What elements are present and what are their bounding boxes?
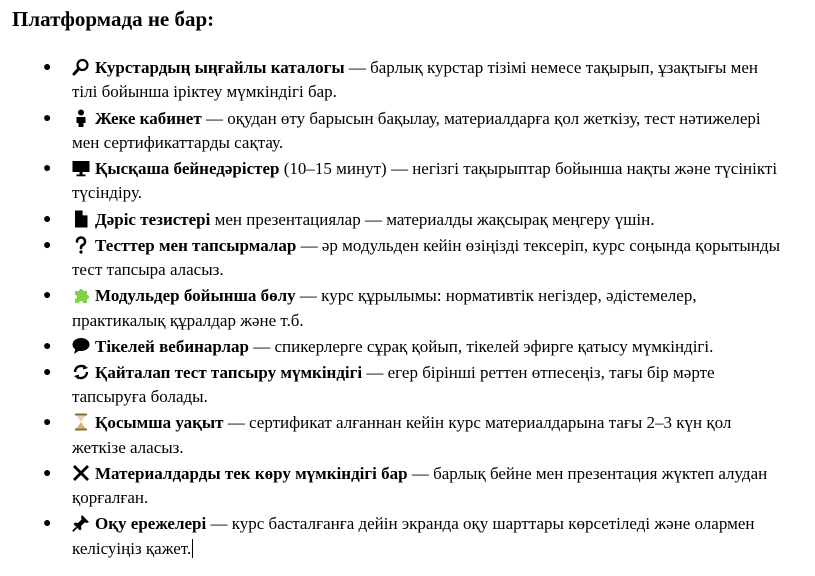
puzzle-icon — [72, 286, 90, 304]
item-text: мен презентациялар — материалды жақсырақ меңгеру үшін. — [210, 209, 655, 229]
list-item — [0, 157, 815, 206]
item-title: Курстардың ыңғайлы каталогы — [95, 58, 345, 77]
item-title: Қосымша уақыт — [95, 413, 224, 433]
item-text: — оқудан өту барысын бақылау, материалдарға қол жеткізу, тест нәтижелері мен сертификаттарды сақтау. — [72, 108, 761, 152]
bullet-icon: ● — [43, 338, 52, 354]
repeat-icon — [72, 363, 90, 381]
item-title: Қысқаша бейнедәрістер — [95, 159, 280, 178]
page-heading: Платформада не бар: — [12, 7, 215, 31]
text-cursor — [192, 539, 193, 558]
person-icon — [72, 109, 90, 127]
list-item — [0, 462, 815, 511]
bullet-icon: ● — [43, 161, 52, 176]
list-item — [0, 512, 815, 561]
bullet-icon: ● — [43, 288, 52, 304]
list-item — [0, 335, 815, 359]
cross-icon — [72, 464, 90, 482]
bullet-icon: ● — [43, 60, 52, 75]
list-item — [0, 107, 815, 156]
item-title: Материалдарды тек көру мүмкіндігі бар — [95, 463, 408, 483]
item-title: Тікелей вебинарлар — [95, 336, 249, 356]
list-item — [0, 411, 815, 460]
pushpin-icon — [72, 514, 90, 532]
feature-list — [0, 56, 815, 563]
hourglass-icon — [72, 413, 90, 431]
item-title: Тесттер мен тапсырмалар — [95, 235, 297, 255]
item-title: Дәріс тезистері — [95, 209, 211, 229]
bullet-icon: ● — [43, 364, 52, 380]
item-text: — егер бірінші реттен өтпесеңіз, тағы бір мәрте тапсыруға болады. — [72, 362, 715, 407]
item-text: (10–15 минут) — негізгі тақырыптар бойынша нақты және түсінікті түсіндіру. — [72, 159, 778, 203]
item-text: — сертификат алғаннан кейін курс материалдарына тағы 2–3 күн қол жеткізе аласыз. — [72, 413, 732, 457]
item-text: — әр модульден кейін өзіңізді тексеріп, курс соңында қорытынды тест тапсыра аласыз. — [72, 235, 781, 279]
question-mark-icon — [72, 236, 90, 254]
item-text: — курс құрылымы: нормативтік негіздер, әдістемелер, практикалық құралдар және т.б. — [72, 286, 697, 330]
item-text: — курс басталғанға дейін экранда оқу шарттары көрсетіледі және олармен келісуіңіз қажет. — [72, 514, 755, 558]
document-icon — [72, 210, 90, 228]
list-item — [0, 284, 815, 333]
item-title: Оқу ережелері — [95, 514, 207, 534]
magnifier-icon — [72, 58, 90, 76]
item-title: Қайталап тест тапсыру мүмкіндігі — [95, 362, 363, 382]
item-title: Жеке кабинет — [95, 108, 202, 128]
item-text: — барлық курстар тізімі немесе тақырып, ұзақтығы мен тілі бойынша іріктеу мүмкіндігі бар. — [72, 58, 759, 102]
list-item — [0, 56, 815, 105]
list-item — [0, 234, 815, 283]
monitor-icon — [72, 159, 90, 177]
item-text: — спикерлерге сұрақ қойып, тікелей эфирге қатысу мүмкіндігі. — [248, 336, 714, 356]
bullet-icon: ● — [43, 465, 52, 481]
item-text: — барлық бейне мен презентация жүктеп алудан қорғалған. — [72, 463, 768, 508]
speech-bubble-icon — [72, 337, 90, 355]
bullet-icon: ● — [43, 516, 52, 532]
bullet-icon: ● — [43, 211, 52, 227]
bullet-icon: ● — [43, 415, 52, 431]
list-item — [0, 361, 815, 410]
bullet-icon: ● — [43, 110, 52, 126]
bullet-icon: ● — [43, 237, 52, 253]
item-title: Модульдер бойынша бөлу — [95, 286, 296, 306]
list-item — [0, 208, 815, 232]
